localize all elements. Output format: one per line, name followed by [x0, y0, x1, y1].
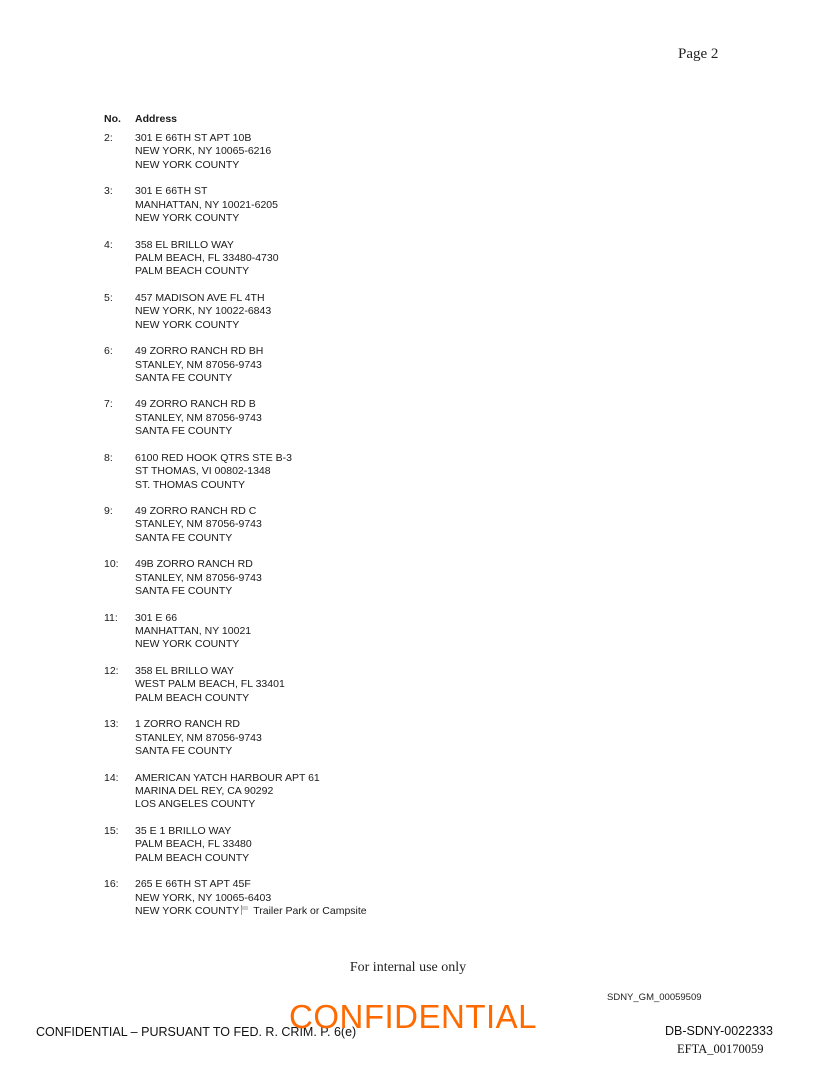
address-text: 358 EL BRILLO WAY: [135, 664, 234, 677]
county-line: [135, 372, 263, 385]
table-row: [104, 612, 704, 665]
street-line: [135, 292, 271, 305]
table-row: [104, 398, 704, 451]
address-text: STANLEY, NM 87056-9743: [135, 358, 262, 371]
address-text: 1 ZORRO RANCH RD: [135, 718, 241, 731]
city-state-zip: [135, 518, 262, 531]
street-line: [135, 505, 262, 518]
street-line: [135, 558, 262, 571]
address-text: 301 E 66TH ST APT 10B: [135, 132, 252, 144]
address-text: 301 E 66: [135, 611, 178, 624]
address-text: NEW YORK COUNTY: [135, 638, 240, 651]
address-text: NEW YORK COUNTY: [135, 158, 240, 171]
street-line: [135, 132, 271, 145]
table-row: [104, 345, 704, 398]
city-state-zip: [135, 465, 292, 478]
address-text: 457 MADISON AVE FL 4TH: [135, 291, 265, 304]
efta-number: EFTA_00170059: [677, 1042, 764, 1056]
address-block: [135, 185, 278, 238]
address-text: STANLEY, NM 87056-9743: [135, 571, 262, 584]
street-line: [135, 398, 262, 411]
city-state-zip: [135, 732, 262, 745]
table-row: [104, 772, 704, 825]
address-text: ST THOMAS, VI 00802-1348: [135, 465, 271, 478]
header-no: No.: [104, 113, 121, 125]
county-line: [135, 265, 279, 278]
county-line: [135, 479, 292, 492]
table-row: [104, 452, 704, 505]
address-text: NEW YORK COUNTY: [135, 904, 240, 917]
table-row: [104, 825, 704, 878]
record-number: 3:: [104, 185, 113, 198]
table-row: [104, 132, 704, 185]
address-text: 358 EL BRILLO WAY: [135, 238, 234, 251]
address-block: [135, 665, 285, 718]
address-text: PALM BEACH COUNTY: [135, 265, 250, 278]
record-number: 12:: [104, 664, 119, 677]
address-tag: Trailer Park or Campsite: [253, 904, 367, 917]
address-list: [104, 132, 704, 931]
record-number: 5:: [104, 291, 113, 304]
record-number: 4:: [104, 238, 113, 251]
record-number: 11:: [104, 611, 118, 624]
address-text: 49B ZORRO RANCH RD: [135, 558, 253, 571]
address-text: NEW YORK, NY 10065-6216: [135, 145, 272, 158]
address-text: STANLEY, NM 87056-9743: [135, 518, 262, 531]
city-state-zip: [135, 785, 320, 798]
record-number: 15:: [104, 824, 119, 837]
county-line: [135, 638, 251, 651]
county-line: [135, 585, 262, 598]
county-line: [135, 798, 320, 811]
address-text: AMERICAN YATCH HARBOUR APT 61: [135, 771, 320, 784]
address-block: [135, 878, 367, 931]
street-line: [135, 878, 367, 891]
city-state-zip: [135, 145, 271, 158]
address-block: [135, 345, 263, 398]
address-text: LOS ANGELES COUNTY: [135, 798, 256, 811]
bates-number-upper: SDNY_GM_00059509: [607, 992, 702, 1003]
table-row: [104, 185, 704, 238]
table-header: [104, 112, 704, 132]
address-text: PALM BEACH, FL 33480: [135, 838, 252, 851]
city-state-zip: [135, 892, 367, 905]
address-block: [135, 612, 251, 665]
street-line: [135, 185, 278, 198]
city-state-zip: [135, 572, 262, 585]
address-text: PALM BEACH COUNTY: [135, 851, 250, 864]
county-line: [135, 905, 367, 918]
address-text: SANTA FE COUNTY: [135, 425, 233, 438]
city-state-zip: [135, 199, 278, 212]
header-address: Address: [135, 113, 178, 125]
city-state-zip: [135, 625, 251, 638]
table-row: [104, 878, 704, 931]
address-block: [135, 718, 262, 771]
county-line: [135, 532, 262, 545]
table-row: [104, 718, 704, 771]
page-number: Page 2: [678, 46, 719, 62]
city-state-zip: [135, 305, 271, 318]
address-text: NEW YORK COUNTY: [135, 318, 240, 331]
address-text: NEW YORK, NY 10022-6843: [135, 305, 272, 318]
street-line: [135, 239, 279, 252]
record-number: 2:: [104, 132, 113, 144]
bates-number-lower: DB-SDNY-0022333: [665, 1024, 773, 1038]
address-text: MARINA DEL REY, CA 90292: [135, 784, 274, 797]
address-text: MANHATTAN, NY 10021: [135, 625, 252, 638]
city-state-zip: [135, 678, 285, 691]
street-line: [135, 825, 252, 838]
table-row: [104, 292, 704, 345]
address-block: [135, 558, 262, 611]
county-line: [135, 692, 285, 705]
city-state-zip: [135, 359, 263, 372]
address-text: PALM BEACH COUNTY: [135, 691, 250, 704]
table-row: [104, 239, 704, 292]
address-block: [135, 398, 262, 451]
address-table: [104, 112, 704, 931]
address-text: SANTA FE COUNTY: [135, 745, 233, 758]
confidential-stamp: CONFIDENTIAL: [289, 998, 538, 1035]
record-number: 8:: [104, 451, 113, 464]
address-block: [135, 132, 271, 185]
address-text: STANLEY, NM 87056-9743: [135, 411, 262, 424]
internal-use-note: For internal use only: [349, 960, 467, 975]
record-number: 10:: [104, 558, 119, 571]
county-line: [135, 319, 271, 332]
record-number: 6:: [104, 345, 113, 358]
street-line: [135, 718, 262, 731]
address-text: SANTA FE COUNTY: [135, 531, 233, 544]
address-text: 49 ZORRO RANCH RD B: [135, 398, 256, 411]
address-text: NEW YORK, NY 10065-6403: [135, 891, 272, 904]
city-state-zip: [135, 838, 252, 851]
address-text: SANTA FE COUNTY: [135, 585, 233, 598]
address-block: [135, 505, 262, 558]
address-text: 265 E 66TH ST APT 45F: [135, 878, 251, 891]
street-line: [135, 665, 285, 678]
address-text: SANTA FE COUNTY: [135, 372, 233, 384]
address-text: 35 E 1 BRILLO WAY: [135, 824, 232, 837]
record-number: 13:: [104, 718, 119, 731]
county-line: [135, 159, 271, 172]
confidential-legend: CONFIDENTIAL – PURSUANT TO FED. R. CRIM. P. 6(e): [36, 1025, 357, 1039]
address-text: WEST PALM BEACH, FL 33401: [135, 678, 285, 691]
city-state-zip: [135, 412, 262, 425]
table-row: [104, 558, 704, 611]
city-state-zip: [135, 252, 279, 265]
record-number: 9:: [104, 505, 113, 518]
record-number: 7:: [104, 398, 113, 411]
street-line: [135, 772, 320, 785]
table-row: [104, 665, 704, 718]
record-number: 14:: [104, 771, 119, 784]
address-text: 6100 RED HOOK QTRS STE B-3: [135, 451, 292, 464]
address-block: [135, 239, 279, 292]
address-text: MANHATTAN, NY 10021-6205: [135, 198, 278, 211]
street-line: [135, 345, 263, 358]
flag-icon: [241, 905, 249, 915]
street-line: [135, 612, 251, 625]
address-text: STANLEY, NM 87056-9743: [135, 731, 262, 744]
address-block: [135, 772, 320, 825]
county-line: [135, 745, 262, 758]
address-text: 301 E 66TH ST: [135, 185, 208, 198]
county-line: [135, 852, 252, 865]
county-line: [135, 425, 262, 438]
record-number: 16:: [104, 878, 119, 891]
address-text: NEW YORK COUNTY: [135, 212, 240, 225]
street-line: [135, 452, 292, 465]
address-block: [135, 825, 252, 878]
address-text: PALM BEACH, FL 33480-4730: [135, 252, 279, 264]
address-block: [135, 452, 292, 505]
address-block: [135, 292, 271, 345]
table-row: [104, 505, 704, 558]
county-line: [135, 212, 278, 225]
address-text: ST. THOMAS COUNTY: [135, 478, 246, 491]
address-text: 49 ZORRO RANCH RD C: [135, 505, 257, 518]
address-text: 49 ZORRO RANCH RD BH: [135, 345, 264, 358]
